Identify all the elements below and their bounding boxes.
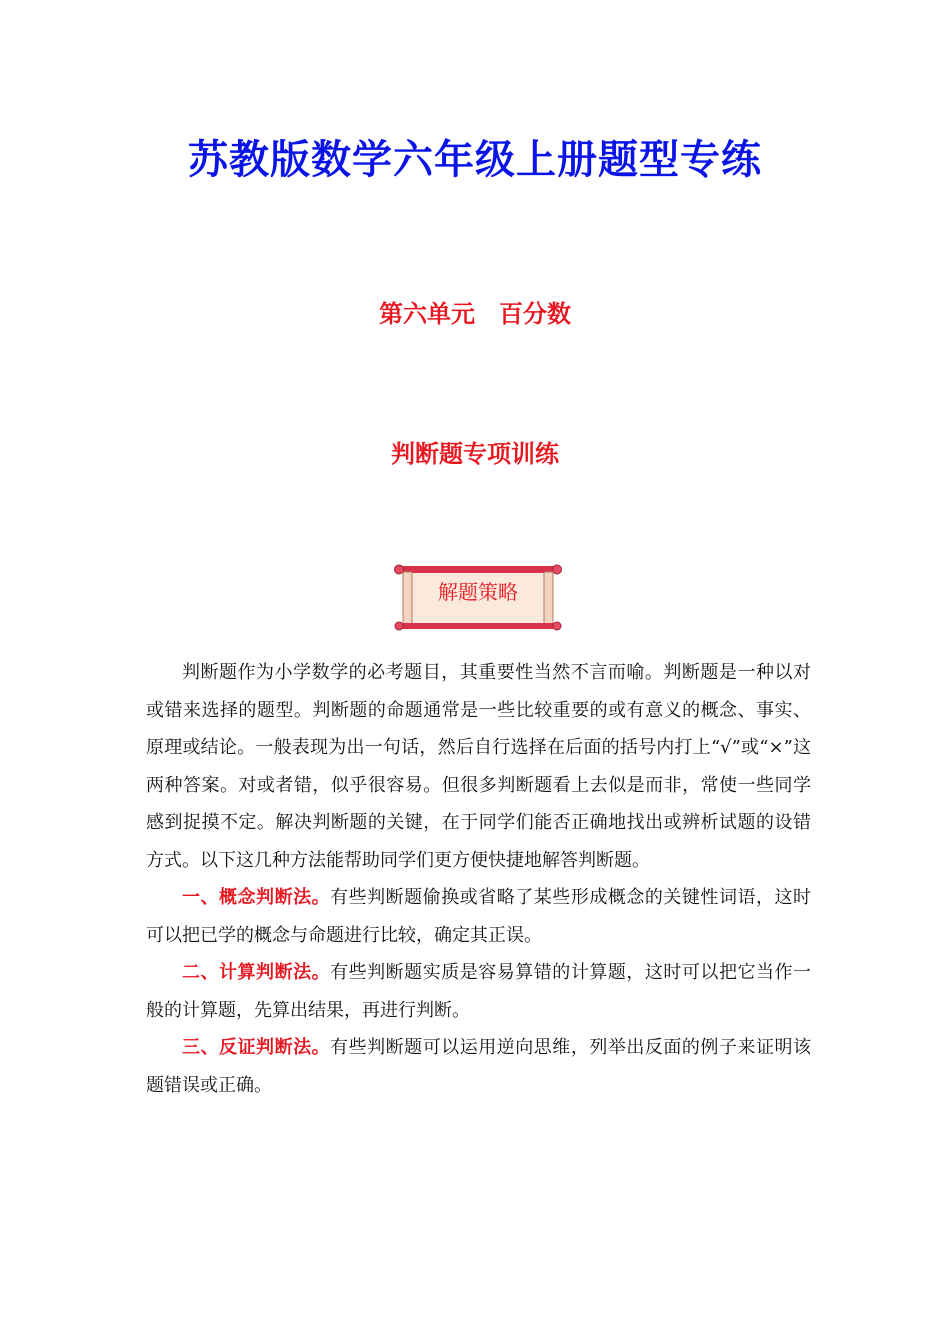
section-title: 判断题专项训练 [391,440,559,468]
method-paragraph-3 [146,1029,811,1104]
method-heading-3: 三、反证判断法。 [182,1037,331,1058]
method-text-2: 有些判断题实质是容易算错的计算题，这时可以把它当作一般的计算题，先算出结果，再进行判断。 [146,962,812,1021]
method-paragraph-1 [146,879,811,954]
method-heading-2: 二、计算判断法。 [182,962,331,983]
method-paragraph-2 [146,954,811,1029]
strategy-scroll-banner [393,562,563,634]
page-title: 苏教版数学六年级上册题型专练 [188,136,762,183]
method-text-3: 有些判断题可以运用逆向思维，列举出反面的例子来证明该题错误或正确。 [146,1037,812,1096]
method-text-1: 有些判断题偷换或省略了某些形成概念的关键性词语，这时可以把已学的概念与命题进行比较，确定其正误。 [146,887,812,946]
method-heading-1: 一、概念判断法。 [182,887,331,908]
intro-paragraph: 判断题作为小学数学的必考题目，其重要性当然不言而喻。判断题是一种以对或错来选择的题型。判断题的命题通常是一些比较重要的或有意义的概念、事实、原理或结论。一般表现为出一句话，然后自行选择在后面的括号内打上“√”或“×”这两种答案。对或者错，似乎很容易。但很多判断题看上去似是而非，常使一些同学感到捉摸不定。解决判断题的关键，在于同学们能否正确地找出或辨析试题的设错方式。以下这几种方法能帮助同学们更方便快捷地解答判断题。 [146,662,811,871]
unit-title: 第六单元 百分数 [379,300,571,328]
body-text [146,654,811,1104]
strategy-label: 解题策略 [438,580,518,604]
